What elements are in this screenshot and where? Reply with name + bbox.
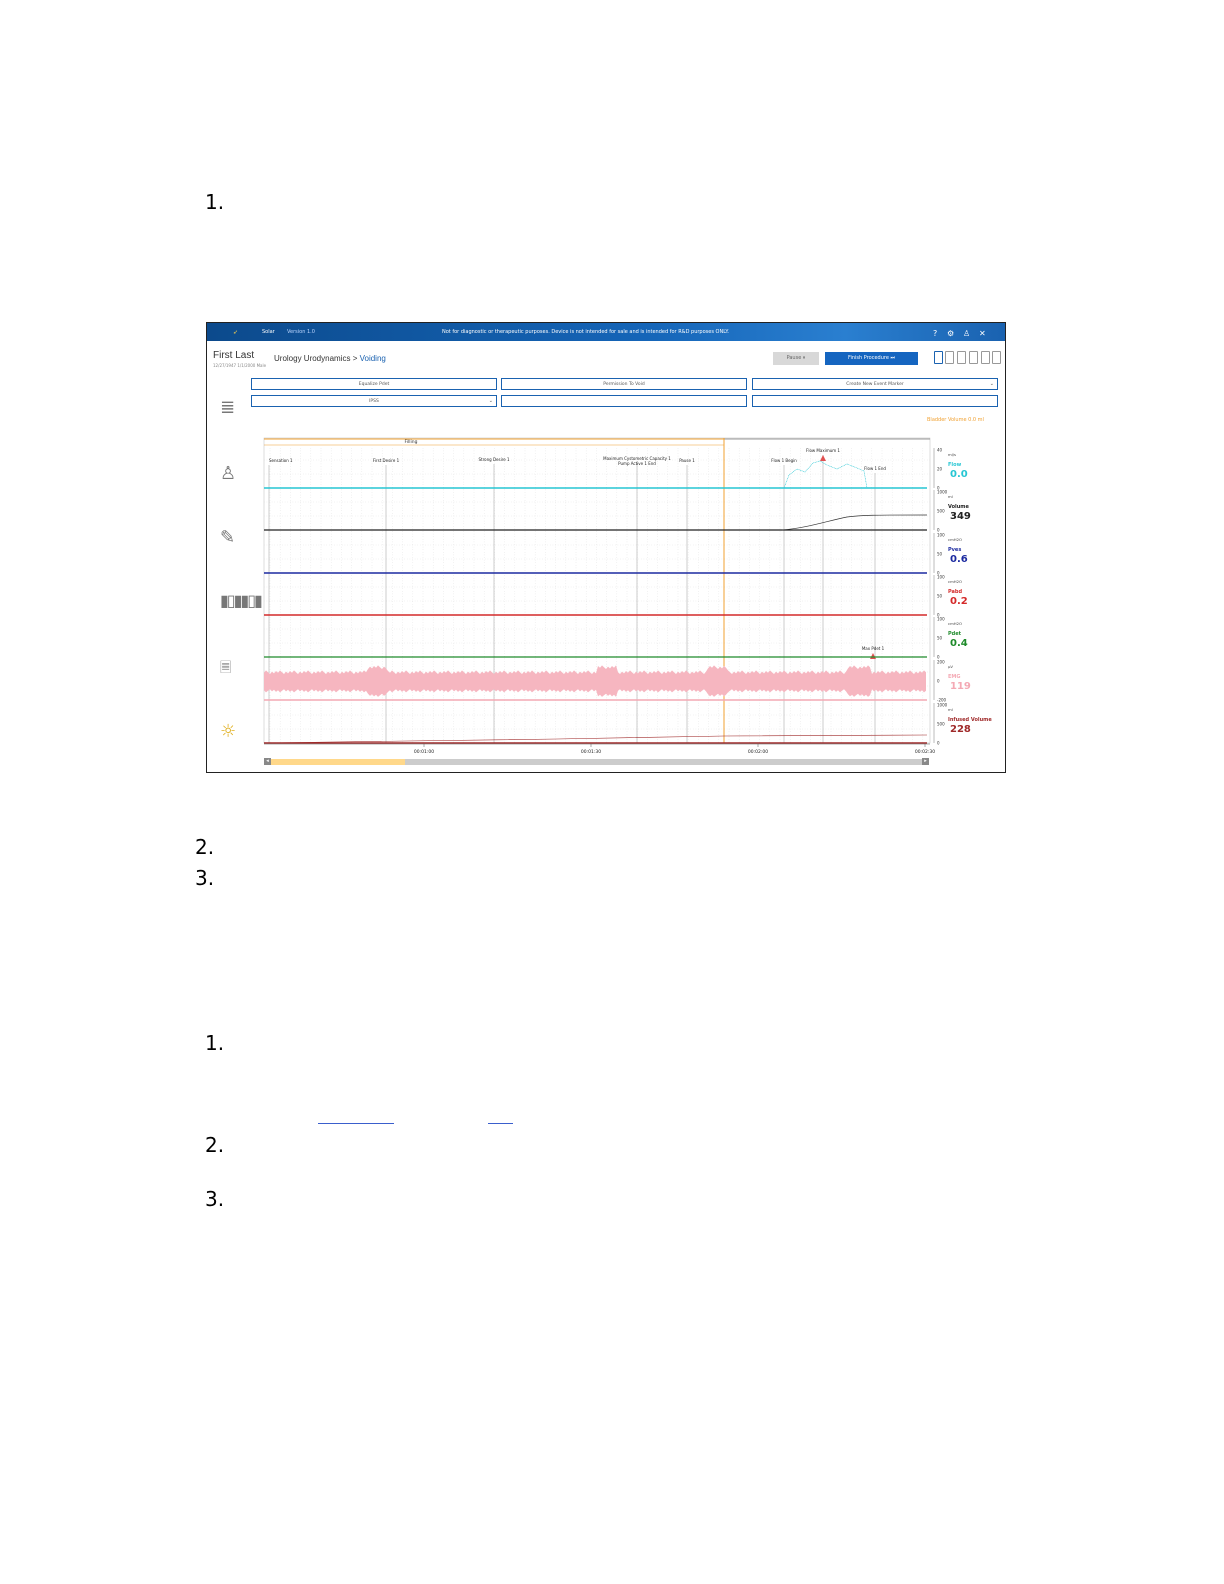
event-label: Max Pdet 1 [861, 646, 885, 651]
bladder-volume: Bladder Volume 0.0 ml [927, 417, 984, 423]
channel-name: Pdet [948, 631, 962, 637]
channel-value: 0.6 [950, 554, 968, 565]
ipss-label: IPSS [369, 399, 379, 404]
app-name: Solar [262, 329, 275, 335]
axis-unit: ml [948, 494, 953, 499]
breadcrumb-current: Voiding [359, 354, 386, 363]
axis-tick: 100 [937, 574, 945, 580]
scroll-left-icon[interactable]: ◂ [264, 758, 271, 765]
axis-tick: 40 [937, 447, 943, 453]
axis-tick: 0 [937, 740, 940, 746]
notice-banner: Not for diagnostic or therapeutic purposes. Device is not intended for sale and is intended for R&D purposes ONLY. [442, 329, 729, 335]
event-marker-label: Create New Event Marker [846, 382, 904, 387]
axis-tick: 0 [937, 678, 940, 684]
x-tick-label: 00:01:30 [580, 750, 602, 755]
axis-tick: 0 [937, 527, 940, 533]
axis-unit: µV [948, 664, 954, 669]
breadcrumb-separator: > [352, 354, 358, 363]
event-label: Pause 1 [679, 458, 695, 463]
axis-tick: 0 [937, 654, 940, 660]
settings-icon[interactable]: ⚙ [947, 329, 955, 338]
list-number: 3. [205, 1187, 225, 1211]
pencil-icon[interactable]: ✎ [220, 527, 236, 548]
patient-name: First Last [213, 350, 255, 361]
axis-tick: 1000 [937, 489, 948, 495]
event-sublabel: Pump Active 1 End [618, 461, 656, 466]
user-icon[interactable]: ♙ [963, 329, 971, 338]
axis-tick: 50 [937, 635, 943, 641]
app-screenshot [206, 322, 1006, 773]
urodynamics-chart [207, 323, 1005, 772]
event-label: Flow 1 Begin [771, 458, 797, 463]
app-version: Version 1.0 [287, 329, 315, 335]
x-tick-label: 00:02:00 [747, 750, 769, 755]
hyperlink-underline[interactable] [488, 1123, 513, 1124]
chevron-down-icon: ⌄ [488, 398, 493, 404]
axis-tick: 500 [937, 721, 945, 727]
patient-icon[interactable]: ♙ [220, 463, 237, 484]
channel-value: 119 [950, 681, 971, 692]
event-label: Strong Desire 1 [478, 457, 510, 462]
channel-value: 228 [950, 724, 971, 735]
report-icon[interactable]: 🗏 [220, 660, 232, 676]
channel-name: Pabd [948, 589, 963, 595]
event-label: Sensation 1 [269, 458, 293, 463]
list-number: 3. [195, 866, 215, 890]
axis-unit: ml [948, 707, 953, 712]
axis-tick: 500 [937, 508, 945, 514]
axis-unit: cmH2O [948, 621, 963, 626]
skip-end-icon: ⏭ [890, 355, 896, 361]
scrollbar-thumb [271, 759, 405, 765]
channel-name: Flow [948, 462, 962, 468]
channel-name: Infused Volume [948, 717, 992, 723]
patient-details: 12/27/1947 1/1/2000 Male [213, 363, 267, 368]
channel-name: Volume [948, 504, 969, 510]
app-logo: ➶ [233, 329, 239, 336]
axis-tick: 50 [937, 551, 943, 557]
event-label: First Desire 1 [372, 458, 400, 463]
channel-value: 0.4 [950, 638, 968, 649]
axis-unit: cmH2O [948, 537, 963, 542]
lightbulb-icon[interactable]: ☼ [220, 721, 237, 742]
scroll-right-icon[interactable]: ▸ [922, 758, 929, 765]
event-label: Flow Maximum 1 [806, 448, 840, 453]
x-tick-label: 00:02:30 [914, 750, 936, 755]
x-tick-label: 00:01:00 [413, 750, 435, 755]
equalize-label: Equalize Pdet [358, 382, 390, 387]
barcode-icon[interactable]: ▮▯▮▮▯▮ [220, 591, 261, 610]
axis-unit: cmH2O [948, 579, 963, 584]
axis-tick: 20 [937, 466, 943, 472]
pause-icon: ⏸ [802, 355, 806, 361]
chevron-down-icon: ⌄ [989, 381, 994, 387]
axis-tick: -200 [937, 697, 947, 703]
event-label: Maximum Cystometric Capacity 1 [603, 456, 671, 461]
list-number: 1. [205, 1031, 225, 1055]
axis-tick: 1000 [937, 702, 948, 708]
hyperlink-underline[interactable] [318, 1123, 394, 1124]
help-icon[interactable]: ? [933, 329, 938, 338]
axis-tick: 200 [937, 659, 945, 665]
channel-name: Pves [948, 547, 962, 553]
breadcrumb-parent[interactable]: Urology Urodynamics [274, 354, 351, 363]
finish-label: Finish Procedure [847, 355, 889, 361]
channel-value: 0.0 [950, 469, 968, 480]
axis-tick: 0 [937, 570, 940, 576]
axis-tick: 100 [937, 616, 945, 622]
channel-name: EMG [948, 674, 961, 680]
menu-list-icon[interactable]: ≣ [220, 397, 236, 418]
pause-label: Pause [786, 355, 802, 361]
axis-tick: 0 [937, 612, 940, 618]
close-icon[interactable]: ✕ [979, 329, 986, 338]
channel-value: 349 [950, 511, 971, 522]
axis-tick: 50 [937, 593, 943, 599]
list-number: 2. [205, 1133, 225, 1157]
channel-value: 0.2 [950, 596, 968, 607]
plot-area [264, 438, 930, 743]
permission-label: Permission To Void [603, 382, 645, 387]
phase-label: Filling [404, 440, 418, 445]
axis-tick: 100 [937, 532, 945, 538]
list-number: 2. [195, 835, 215, 859]
event-label: Flow 1 End [864, 466, 886, 471]
list-number: 1. [205, 190, 225, 214]
axis-unit: ml/s [948, 452, 957, 457]
axis-tick: 0 [937, 485, 940, 491]
